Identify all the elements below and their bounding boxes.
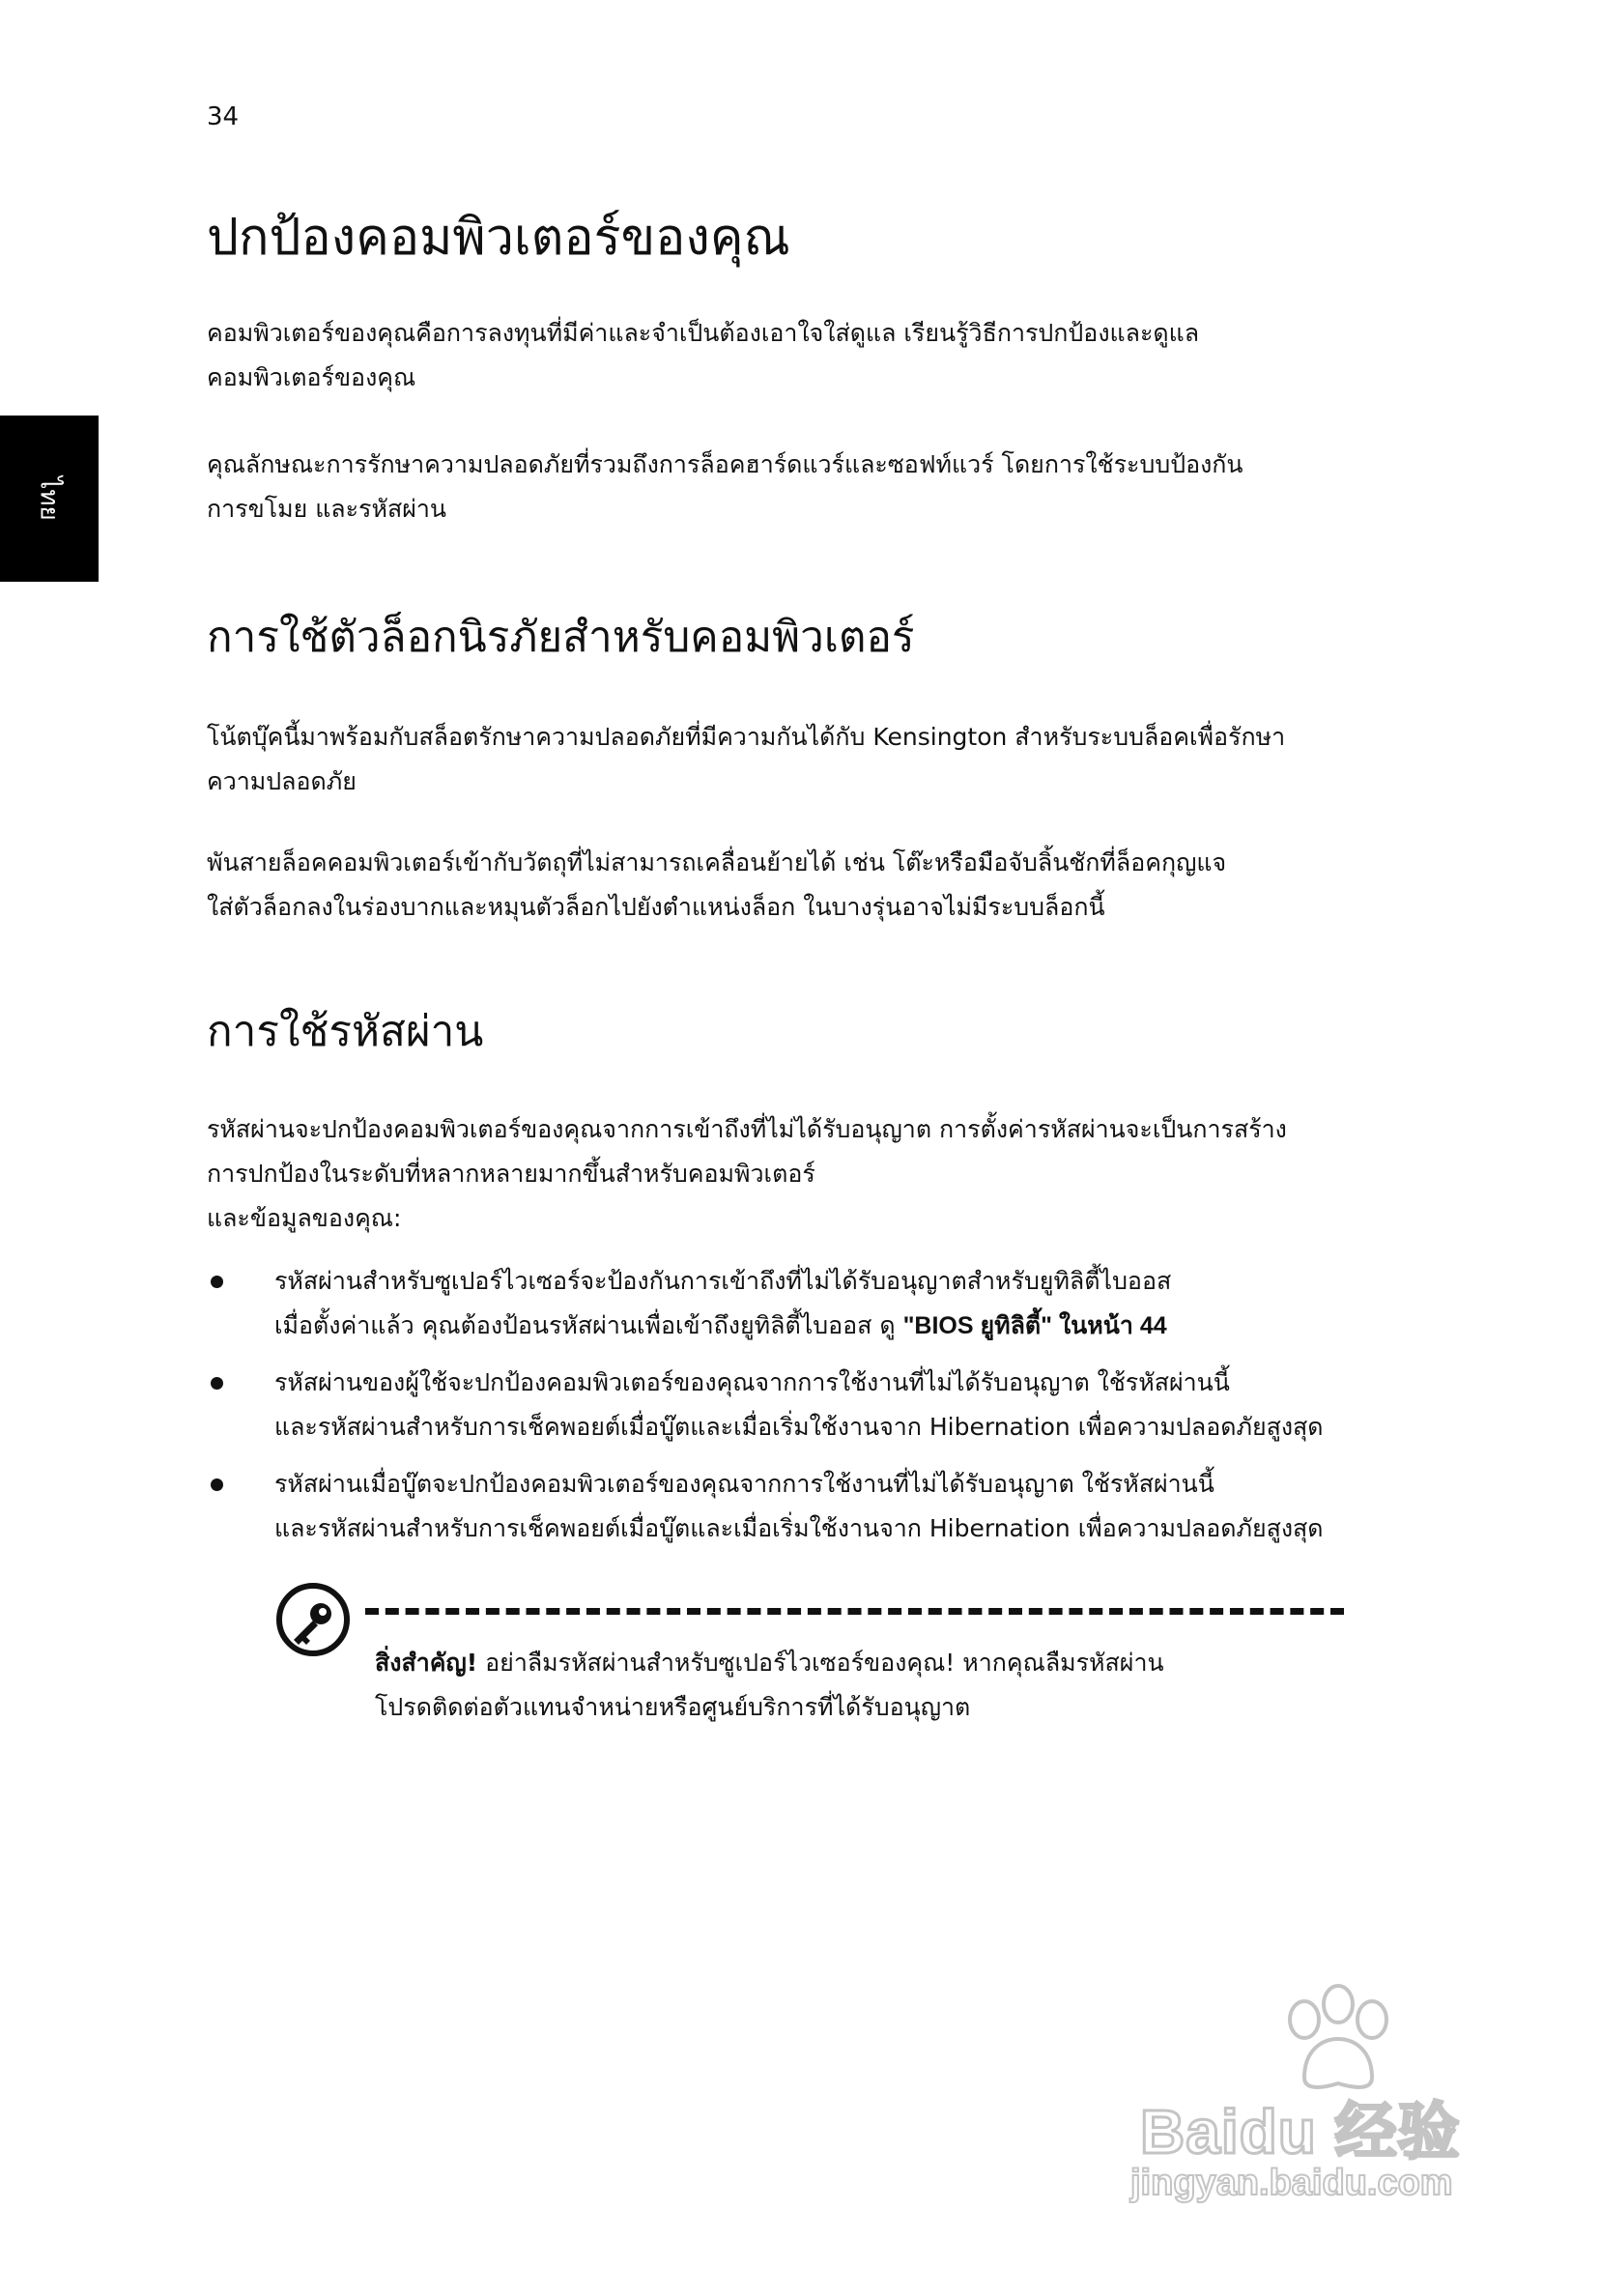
- protect-paragraph-2: [207, 443, 1357, 531]
- section-title-protect: ปกป้องคอมพิวเตอร์ของคุณ: [207, 209, 790, 267]
- text-line: พันสายล็อคคอมพิวเตอร์เข้ากับวัตถุที่ไม่สามารถเคลื่อนย้ายได้ เช่น โต๊ะหรือมือจับลิ้นชักที่ล็อคกุญแจ: [207, 848, 1227, 876]
- text-line: และรหัสผ่านสำหรับการเช็คพอยต์เมื่อบู๊ตและเมื่อเริ่มใช้งานจาก Hibernation เพื่อความปลอดภัยสูงสุด: [274, 1413, 1324, 1441]
- baidu-watermark: [1111, 1981, 1507, 2213]
- lock-paragraph-1: [207, 715, 1357, 804]
- text-fragment: เมื่อตั้งค่าแล้ว คุณต้องป้อนรหัสผ่านเพื่อเข้าถึงยูทิลิตี้ไบออส ดู: [274, 1311, 903, 1339]
- lock-paragraph-2: [207, 841, 1357, 930]
- section-title-password: การใช้รหัสผ่าน: [207, 1007, 484, 1056]
- list-item: [207, 1361, 1366, 1449]
- text-line: รหัสผ่านจะปกป้องคอมพิวเตอร์ของคุณจากการเข้าถึงที่ไม่ได้รับอนุญาต การตั้งค่ารหัสผ่านจะเป็นการสร้าง: [207, 1115, 1287, 1143]
- text-line: [375, 1641, 1164, 1685]
- watermark-brand: Baidu 经验: [1140, 2097, 1461, 2167]
- text-line: รหัสผ่านของผู้ใช้จะปกป้องคอมพิวเตอร์ของคุณจากการใช้งานที่ไม่ได้รับอนุญาต ใช้รหัสผ่านนี้: [274, 1368, 1230, 1396]
- list-item: [207, 1259, 1366, 1348]
- password-paragraph: [207, 1107, 1357, 1241]
- note-divider: [365, 1608, 1344, 1615]
- paw-icon: [1266, 1981, 1411, 2097]
- bios-utility-reference[interactable]: "BIOS ยูทิลิตี้" ในหน้า 44: [902, 1312, 1167, 1339]
- bullet-icon: [211, 1276, 223, 1288]
- text-line: การขโมย และรหัสผ่าน: [207, 495, 446, 523]
- password-bullet-list: [207, 1259, 1366, 1564]
- text-line: ความปลอดภัย: [207, 767, 357, 795]
- text-line: โน้ตบุ๊คนี้มาพร้อมกับสล็อตรักษาความปลอดภัยที่มีความกันได้กับ Kensington สำหรับระบบล็อคเพื่อรักษา: [207, 723, 1286, 751]
- text-line: และรหัสผ่านสำหรับการเช็คพอยต์เมื่อบู๊ตและเมื่อเริ่มใช้งานจาก Hibernation เพื่อความปลอดภัยสูงสุด: [274, 1514, 1324, 1542]
- text-line: รหัสผ่านเมื่อบู๊ตจะปกป้องคอมพิวเตอร์ของคุณจากการใช้งานที่ไม่ได้รับอนุญาต ใช้รหัสผ่านนี้: [274, 1470, 1214, 1498]
- text-line: คุณลักษณะการรักษาความปลอดภัยที่รวมถึงการล็อคฮาร์ดแวร์และซอฟท์แวร์ โดยการใช้ระบบป้องกัน: [207, 450, 1243, 478]
- key-icon: [274, 1581, 352, 1658]
- language-tab-label: ไทย: [34, 476, 64, 521]
- list-item: [207, 1462, 1366, 1551]
- text-fragment: อย่าลืมรหัสผ่านสำหรับซูเปอร์ไวเซอร์ของคุณ! หากคุณลืมรหัสผ่าน: [477, 1649, 1164, 1677]
- section-title-lock: การใช้ตัวล็อกนิรภัยสำหรับคอมพิวเตอร์: [207, 613, 915, 662]
- important-note: [375, 1641, 1164, 1730]
- text-line: และข้อมูลของคุณ:: [207, 1204, 402, 1232]
- text-line: คอมพิวเตอร์ของคุณ: [207, 363, 416, 391]
- page-number: 34: [207, 102, 240, 131]
- watermark-url: jingyan.baidu.com: [1130, 2163, 1453, 2203]
- text-line: รหัสผ่านสำหรับซูเปอร์ไวเซอร์จะป้องกันการเข้าถึงที่ไม่ได้รับอนุญาตสำหรับยูทิลิตี้ไบออส: [274, 1267, 1172, 1295]
- language-tab: [0, 416, 99, 582]
- bullet-icon: [211, 1478, 223, 1491]
- note-label: สิ่งสำคัญ!: [375, 1649, 478, 1677]
- protect-paragraph-1: [207, 311, 1357, 400]
- text-line: การปกป้องในระดับที่หลากหลายมากขึ้นสำหรับคอมพิวเตอร์: [207, 1160, 815, 1188]
- text-line: คอมพิวเตอร์ของคุณคือการลงทุนที่มีค่าและจำเป็นต้องเอาใจใส่ดูแล เรียนรู้วิธีการปกป้องและดูแล: [207, 319, 1200, 347]
- bullet-icon: [211, 1377, 223, 1390]
- text-line: ใส่ตัวล็อกลงในร่องบากและหมุนตัวล็อกไปยังตำแหน่งล็อก ในบางรุ่นอาจไม่มีระบบล็อกนี้: [207, 893, 1105, 921]
- text-line: [274, 1304, 1366, 1348]
- text-line: โปรดติดต่อตัวแทนจำหน่ายหรือศูนย์บริการที่ได้รับอนุญาต: [375, 1693, 971, 1721]
